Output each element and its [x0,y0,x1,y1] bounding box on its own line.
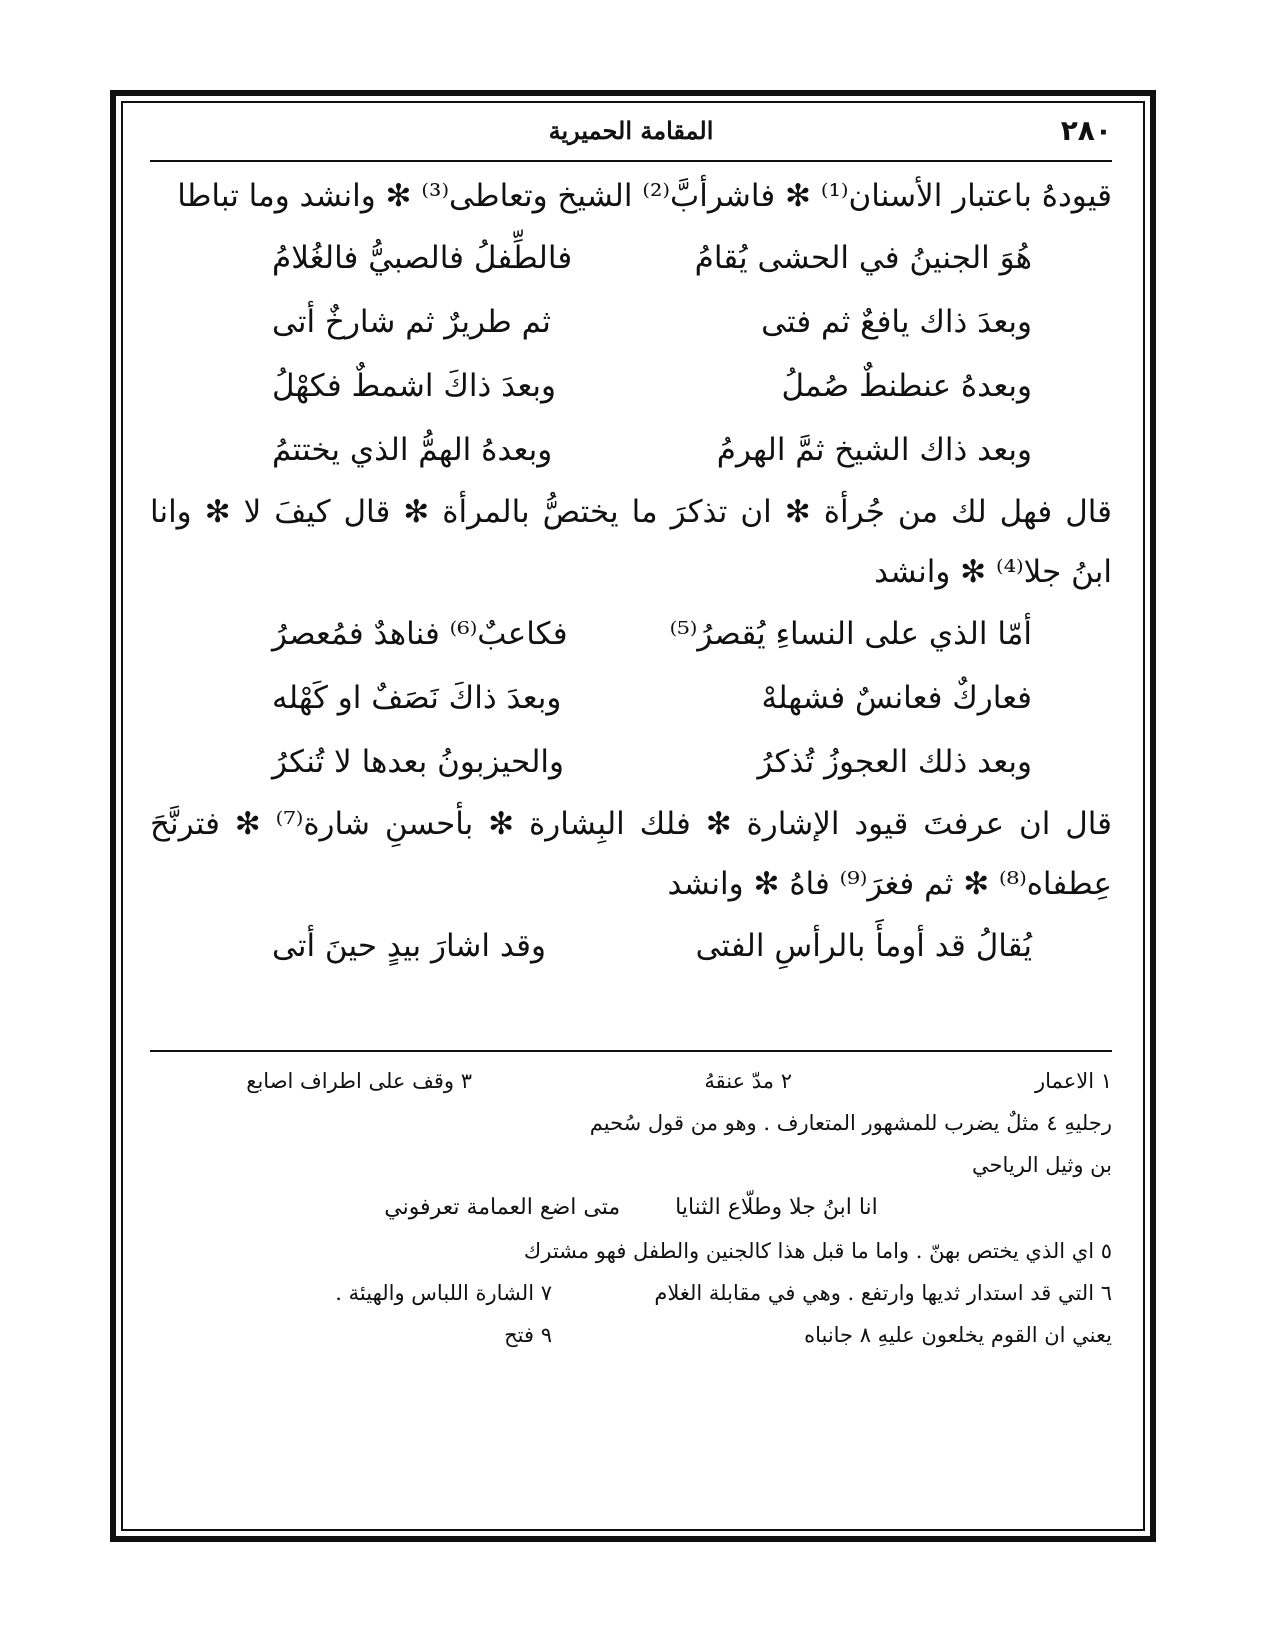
verse-second-hemistich: وقد اشارَ بيدٍ حينَ أتى [272,928,546,964]
footnote-3: ٣ وقف على اطراف اصابع [246,1069,472,1093]
footnote-verse-second-hemistich: متى اضع العمامة تعرفوني [384,1195,621,1220]
footnote-row [150,1272,1112,1314]
verse-first-hemistich: فعاركٌ فعانسٌ فشهلهْ [761,680,1032,716]
verse-second-hemistich: وبعدَ ذاكَ اشمطٌ فكهْلُ [272,368,556,404]
footnote-rule [150,1050,1112,1052]
verse-first-hemistich: أمّا الذي على النساءِ يُقصرُ⁽⁵⁾ [669,616,1032,652]
footnote-4-continued: بن وثيل الرياحي [972,1153,1112,1177]
footnote-4: رجليهِ ٤ مثلٌ يضرب للمشهور المتعارف . وهو من قول سُحيم [589,1111,1112,1135]
footnote-7-continued-and-8: يعني ان القوم يخلعون عليهِ ٨ جانباه [804,1323,1112,1347]
header-rule [150,160,1112,162]
verse-first-hemistich: يُقالُ قد أومأَ بالرأسِ الفتى [695,928,1032,964]
footnote-2: ٢ مدّ عنقهُ [704,1069,792,1093]
verse-first-hemistich: وبعد ذاك الشيخ ثمَّ الهرمُ [716,432,1032,468]
verse-first-hemistich: وبعدَ ذاك يافعٌ ثم فتى [761,304,1032,340]
prose-paragraph: قال فهل لك من جُرأة ✻ ان تذكرَ ما يختصُّ بالمرأة ✻ قال كيفَ لا ✻ وانا ابنُ جلا⁽⁴⁾ ✻ وانشد [150,494,1112,590]
main-text [150,166,1112,978]
verse-second-hemistich: فكاعبٌ⁽⁶⁾ فناهدٌ فمُعصرُ [272,616,568,652]
verse-first-hemistich: وبعدهُ عنطنطٌ صُملُ [781,368,1032,404]
verse-line [272,914,1032,978]
page-number: ٢٨٠ [1060,114,1112,147]
footnotes [150,1060,1112,1356]
verse-second-hemistich: والحيزبونُ بعدها لا تُنكرُ [272,744,565,780]
footnote-verse-first-hemistich: انا ابنُ جلا وطلّاع الثنايا [675,1195,878,1220]
verse-line [272,226,1032,290]
page-header [150,110,1112,160]
running-title: المقامة الحميرية [548,116,714,145]
verse-second-hemistich: وبعدَ ذاكَ نَصَفٌ او كَهْله [272,680,562,716]
verse-first-hemistich: وبعد ذلك العجوزُ تُذكرُ [757,744,1032,780]
prose-paragraph: قال ان عرفتَ قيود الإشارة ✻ فلك البِشارة ✻ بأحسنِ شارة⁽⁷⁾ ✻ فترنَّحَ عِطفاه⁽⁸⁾ ✻ ثم فغرَ⁽⁹⁾ فاهُ ✻ وانشد [150,806,1112,902]
verse-line [272,602,1032,666]
footnote-row [150,1060,1112,1102]
footnote-1: ١ الاعمار [1035,1069,1112,1093]
footnote-5: ٥ اي الذي يختص بهنّ . واما ما قبل هذا كالجنين والطفل فهو مشترك [523,1239,1112,1263]
footnote-6: ٦ التي قد استدار ثديها وارتفع . وهي في مقابلة الغلام [654,1281,1112,1305]
verse-line [272,730,1032,794]
page-content [150,110,1112,1530]
verse-line [272,418,1032,482]
footnote-7: ٧ الشارة اللباس والهيئة . [335,1281,552,1305]
verse-line [272,290,1032,354]
verse-first-hemistich: هُوَ الجنينُ في الحشى يُقامُ [694,240,1032,276]
verse-second-hemistich: وبعدهُ الهمُّ الذي يختتمُ [272,432,553,468]
verse-line [272,666,1032,730]
verse-second-hemistich: فالطِّفلُ فالصبيُّ فالغُلامُ [272,240,573,276]
verse-second-hemistich: ثم طريرٌ ثم شارخٌ أتى [272,304,551,340]
footnote-row [150,1314,1112,1356]
footnote-9: ٩ فتح [504,1323,552,1347]
footnote-verse [150,1186,1112,1230]
verse-line [272,354,1032,418]
prose-paragraph: قيودهُ باعتبار الأسنان⁽¹⁾ ✻ فاشرأبَّ⁽²⁾ الشيخ وتعاطى⁽³⁾ ✻ وانشد وما تباطا [177,178,1112,214]
